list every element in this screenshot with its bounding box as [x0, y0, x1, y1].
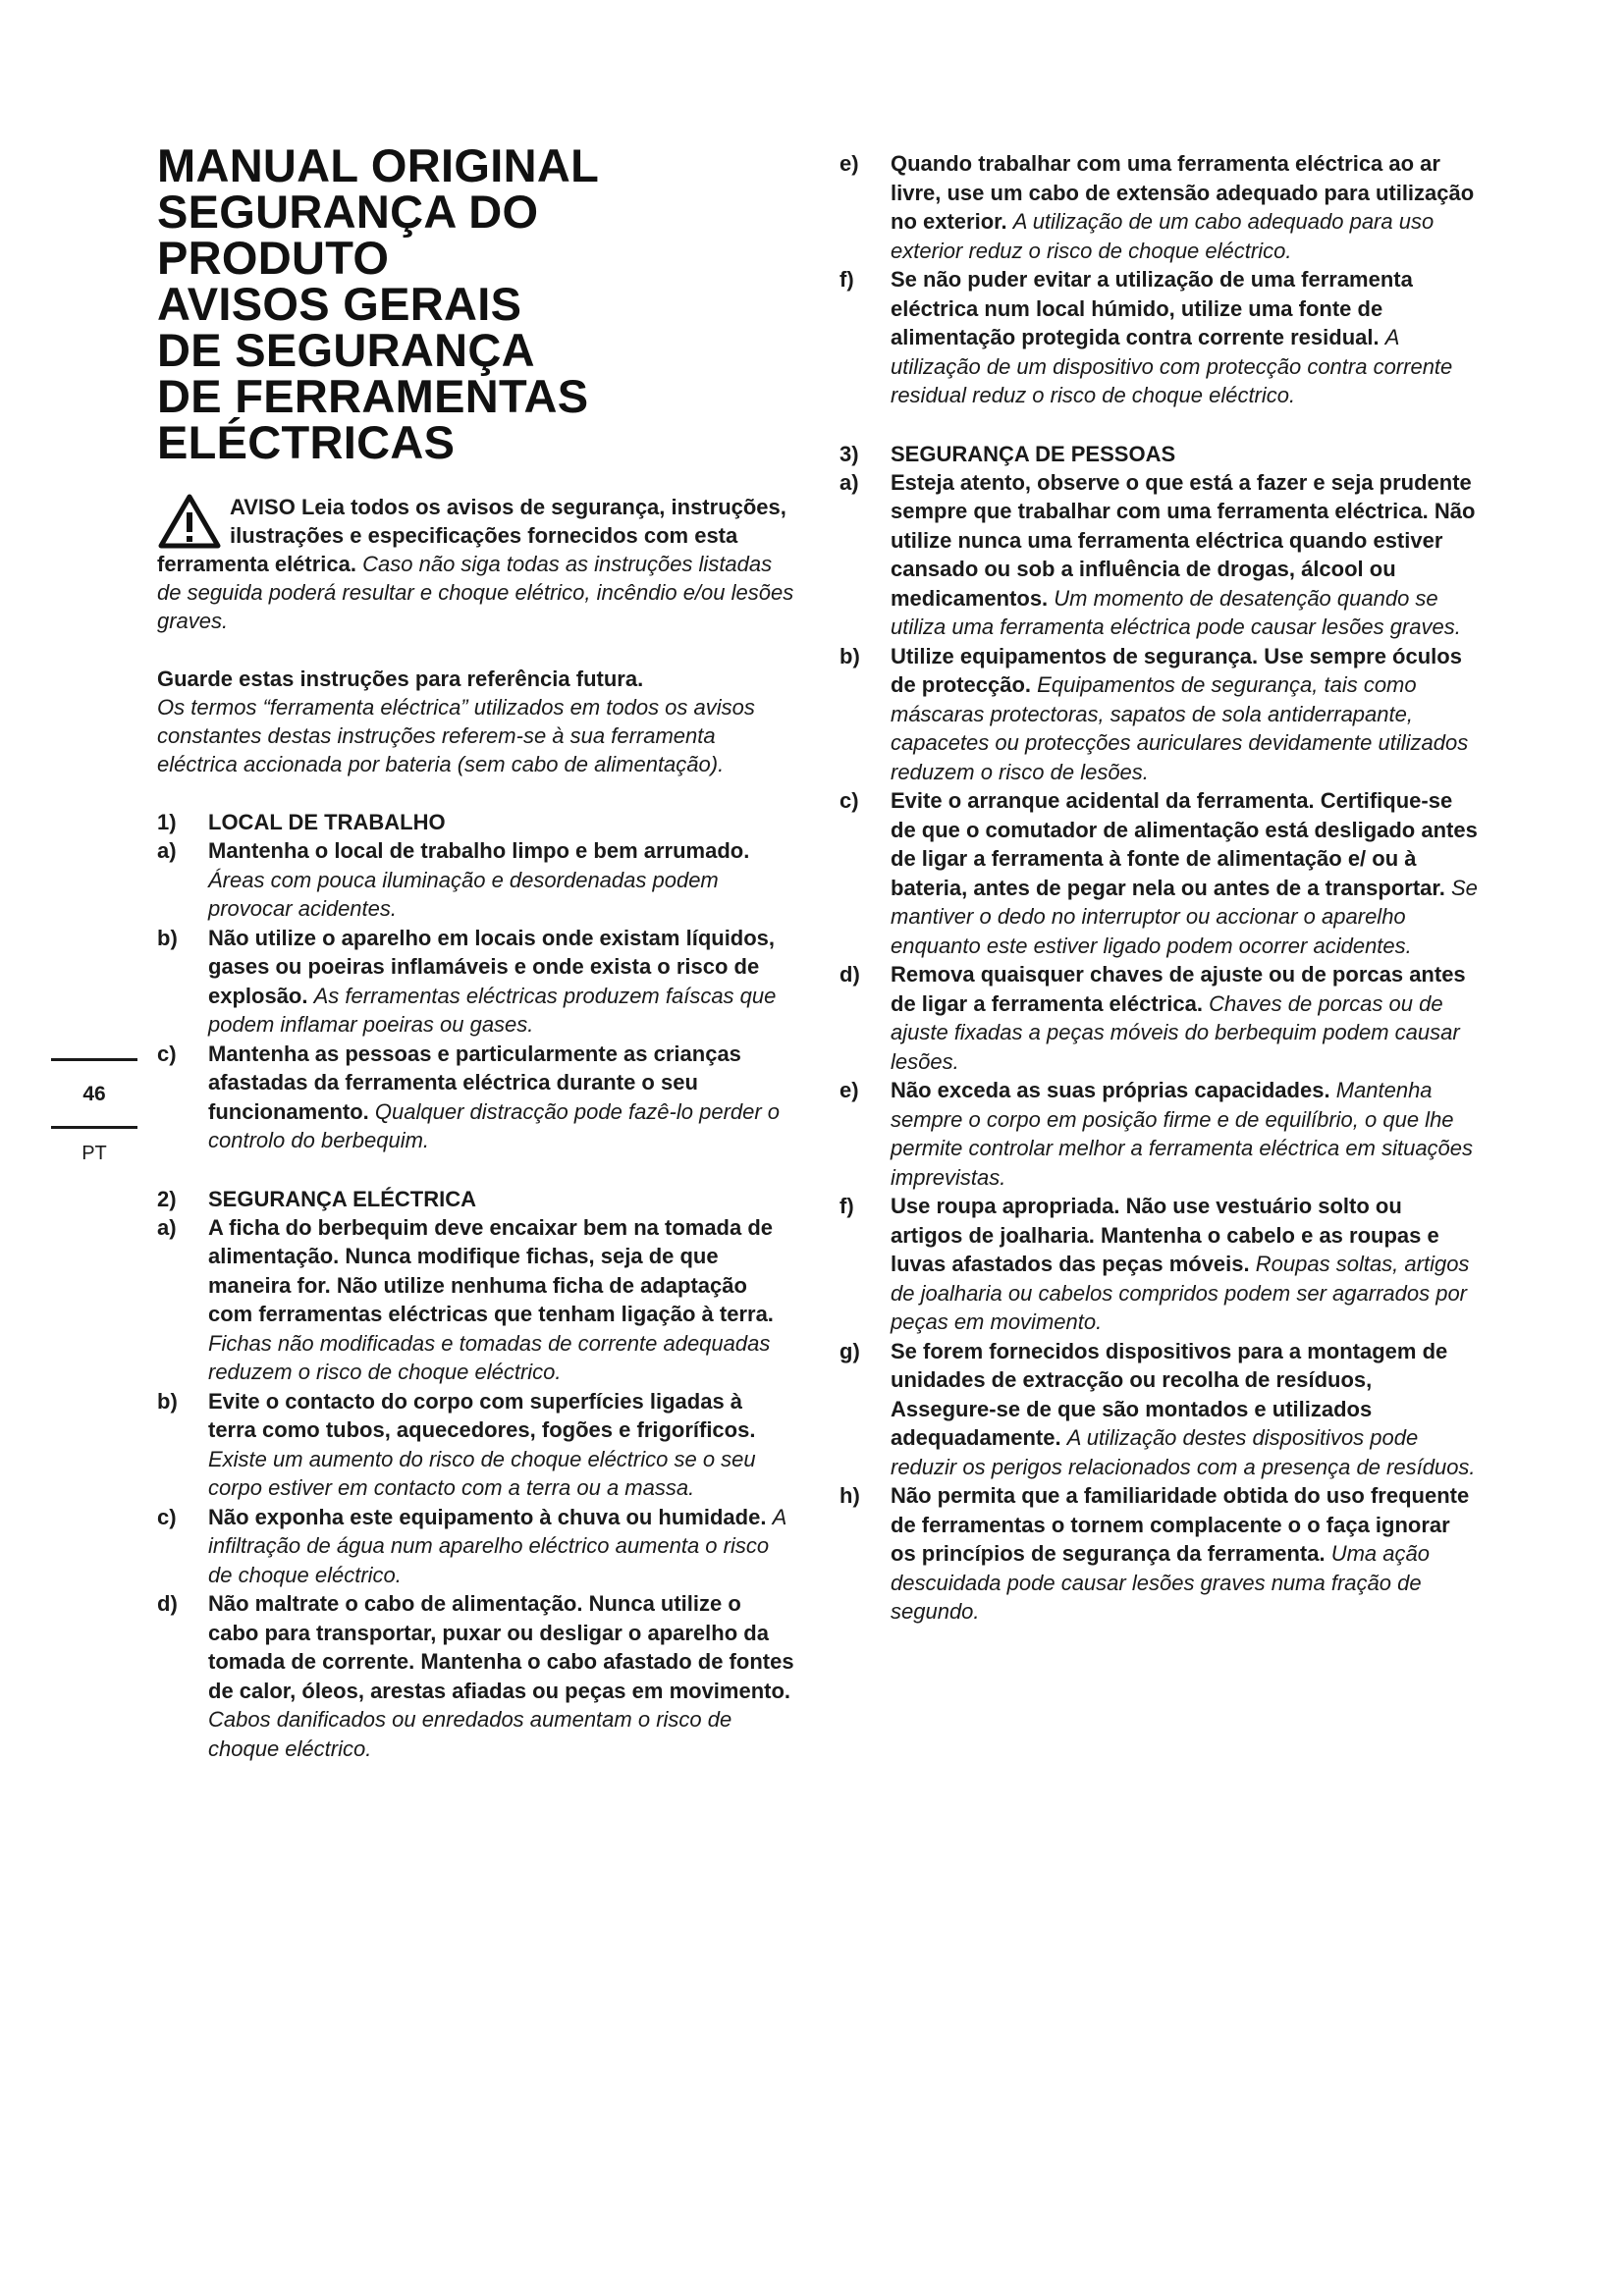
warning-triangle-icon — [157, 493, 222, 550]
list-item: h) Não permita que a familiaridade obtida do uso frequente de ferramentas o tornem complacente o o faça ignorar os princípios de segurança da ferramenta. Uma ação descuidada pode causar lesões graves numa fração de segundo. — [839, 1483, 1470, 1624]
list-item: d) Remova quaisquer chaves de ajuste ou de porcas antes de ligar a ferramenta eléctrica. Chaves de porcas ou de ajuste fixadas a peças móveis do berbequim podem causar lesões. — [839, 962, 1466, 1074]
keep-detail: Os termos “ferramenta eléctrica” utilizados em todos os avisos constantes destas instruções referem-se à sua ferramenta eléctrica accionada por bateria (sem cabo de alimentação). — [157, 695, 755, 776]
list-item: a) Mantenha o local de trabalho limpo e bem arrumado. Áreas com pouca iluminação e desordenadas podem provocar acidentes. — [157, 838, 750, 921]
list-item: e) Não exceda as suas próprias capacidades. Mantenha sempre o corpo em posição firme e de equilíbrio, o que lhe permite controlar melhor a ferramenta eléctrica em situações imprevistas. — [839, 1078, 1474, 1190]
page-title — [157, 139, 795, 468]
title-line: AVISOS GERAIS — [157, 278, 522, 330]
list-item: g) Se forem fornecidos dispositivos para a montagem de unidades de extracção ou recolha de resíduos, Assegure-se de que são montados e utilizados adequadamente. A utilização destes dispositivos pode reduzir os perigos relacionados com a presença de resíduos. — [839, 1338, 1476, 1479]
list-item: a) Esteja atento, observe o que está a fazer e seja prudente sempre que trabalhar com uma ferramenta eléctrica. Não utilize nunca uma ferramenta eléctrica quando estiver cansado ou sob a influência de drogas, álcool ou medicamentos. Um momento de desatenção quando se utiliza uma ferramenta eléctrica pode causar lesões graves. — [839, 469, 1476, 639]
list-item: c) Evite o arranque acidental da ferramenta. Certifique-se de que o comutador de alimentação está desligado antes de ligar a ferramenta à fonte de alimentação e/ ou à bateria, antes de pegar nela ou antes de a transportar. Se mantiver o dedo no interruptor ou accionar o aparelho enquanto este estiver ligado podem ocorrer acidentes. — [839, 788, 1478, 958]
list-item: b) Utilize equipamentos de segurança. Use sempre óculos de protecção. Equipamentos de segurança, tais como máscaras protectoras, sapatos de sola antiderrapante, capacetes ou protecções auriculares devidamente utilizados reduzem o risco de lesões. — [839, 643, 1469, 784]
list-item: e) Quando trabalhar com uma ferramenta eléctrica ao ar livre, use um cabo de extensão adequado para utilização no exterior. A utilização de um cabo adequado para uso exterior reduz o risco de choque eléctrico. — [839, 151, 1475, 263]
section-heading: 2) SEGURANÇA ELÉCTRICA — [157, 1186, 476, 1211]
section-title: LOCAL DE TRABALHO — [208, 810, 446, 834]
right-column — [839, 149, 1478, 1627]
title-line: DE FERRAMENTAS — [157, 370, 589, 422]
title-line: PRODUTO — [157, 232, 390, 284]
warning-notice — [157, 493, 795, 635]
warning-detail: Caso não siga todas as instruções listadas de seguida poderá resultar e choque elétrico, incêndio e/ou lesões graves. — [157, 552, 794, 633]
language-code: PT — [81, 1143, 107, 1164]
keep-heading: Guarde estas instruções para referência futura. — [157, 667, 644, 691]
list-item: f) Use roupa apropriada. Não use vestuário solto ou artigos de joalharia. Mantenha o cabelo e as roupas e luvas afastados das peças móveis. Roupas soltas, artigos de joalharia ou cabelos compridos podem ser agarrados por peças em movimento. — [839, 1194, 1470, 1334]
left-column — [157, 139, 795, 1763]
title-line: MANUAL ORIGINAL — [157, 139, 600, 191]
list-item: f) Se não puder evitar a utilização de uma ferramenta eléctrica num local húmido, utilize uma fonte de alimentação protegida contra corrente residual. A utilização de um dispositivo com protecção contra corrente residual reduz o risco de choque eléctrico. — [839, 267, 1453, 407]
list-item: a) A ficha do berbequim deve encaixar bem na tomada de alimentação. Nunca modifique fichas, seja de que maneira for. Não utilize nenhuma ficha de adaptação com ferramentas eléctricas que tenham ligação à terra. Fichas não modificadas e tomadas de corrente adequadas reduzem o risco de choque eléctrico. — [157, 1214, 774, 1384]
title-line: SEGURANÇA DO — [157, 186, 539, 238]
warning-text: AVISO Leia todos os avisos de segurança, instruções, ilustrações e especificações fornecidos com esta ferramenta elétrica. — [157, 495, 786, 576]
section-title: SEGURANÇA DE PESSOAS — [891, 441, 1176, 466]
title-line: ELÉCTRICAS — [157, 416, 456, 468]
list-item: b) Não utilize o aparelho em locais onde existam líquidos, gases ou poeiras inflamáveis e onde exista o risco de explosão. As ferramentas eléctricas produzem faíscas que podem inflamar poeiras ou gases. — [157, 925, 777, 1037]
list-item: c) Mantenha as pessoas e particularmente as crianças afastadas da ferramenta eléctrica durante o seu funcionamento. Qualquer distracção pode fazê-lo perder o controlo do berbequim. — [157, 1041, 781, 1152]
list-item: b) Evite o contacto do corpo com superfícies ligadas à terra como tubos, aquecedores, fogões e frigoríficos. Existe um aumento do risco de choque eléctrico se o seu corpo estiver em contacto com a terra ou a massa. — [157, 1388, 756, 1500]
keep-instructions — [157, 665, 795, 778]
section-heading: 3) SEGURANÇA DE PESSOAS — [839, 441, 1176, 466]
section-title: SEGURANÇA ELÉCTRICA — [208, 1186, 476, 1211]
page-number: 46 — [82, 1083, 106, 1105]
list-item: d) Não maltrate o cabo de alimentação. Nunca utilize o cabo para transportar, puxar ou desligar o aparelho da tomada de corrente. Mantenha o cabo afastado de fontes de calor, óleos, arestas afiadas ou peças em movimento. Cabos danificados ou enredados aumentam o risco de choque eléctrico. — [157, 1591, 794, 1761]
list-item: c) Não exponha este equipamento à chuva ou humidade. A infiltração de água num aparelho eléctrico aumenta o risco de choque eléctrico. — [157, 1504, 786, 1587]
page-marker — [51, 1058, 137, 1165]
title-line: DE SEGURANÇA — [157, 324, 535, 376]
section-heading: 1) LOCAL DE TRABALHO — [157, 810, 446, 834]
